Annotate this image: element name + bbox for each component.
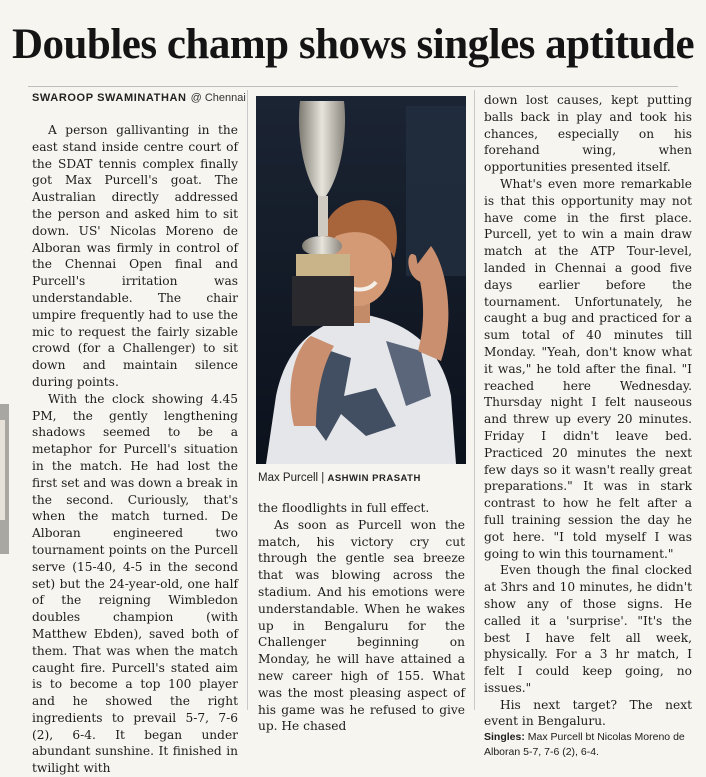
paragraph: What's even more remarkable is that this opportunity may not have come in the first place. Purcell, yet to win a main draw match at the ATP Tour-level, landed in Chennai a good five days earlier before the tournament. Unfortunately, he caught a bug and practiced for a sum total of 40 minutes till Monday. "Yeah, don't know what it was," he told after the final. "I reached here Wednesday. Thursday night I felt nauseous and threw up every 20 minutes. Friday I didn't leave bed. Practiced 20 minutes the next few days so it wasn't really great preparations." It was in stark contrast to how he felt after a full training session the day he got here. "I told myself I was going to win this tournament." <box>484 176 692 561</box>
byline-author: SWAROOP SWAMINATHAN <box>32 92 187 104</box>
match-result <box>484 730 692 760</box>
column-divider-1 <box>247 90 248 710</box>
adjacent-page-edge-highlight <box>0 420 5 520</box>
byline <box>32 92 246 104</box>
article-photo <box>256 96 466 464</box>
article-column-1 <box>32 122 238 777</box>
result-label: Singles: <box>484 731 525 744</box>
photo-caption <box>258 472 421 484</box>
player-with-trophy-photo <box>256 96 466 464</box>
paragraph: His next target? The next event in Bengaluru. <box>484 697 692 729</box>
photo-credit: ASHWIN PRASATH <box>327 473 421 484</box>
result-text: Max Purcell bt Nicolas Moreno de Alboran 5-7, 7-6 (2), 6-4. <box>484 731 685 759</box>
article-column-3 <box>484 92 692 760</box>
paragraph: down lost causes, kept putting balls back in play and took his chances, especially on his forehand wing, when opportunities presented itself. <box>484 93 692 175</box>
paragraph: Even though the final clocked at 3hrs and 10 minutes, he didn't show any of those signs. He called it a 'surprise'. "It's the best I have felt all week, physically. For a 3 hr match, I felt I could keep going, no issues." <box>484 563 692 695</box>
paragraph: With the clock showing 4.45 PM, the gently lengthening shadows seemed to be a metaphor for Purcell's situation in the match. He had lost the first set and was down a break in the second. Curiously, that's when the match turned. De Alboran engineered two tournament points on the Purcell serve (15-40, 4-5 in the second set) but the 24-year-old, one half of the reigning Wimbledon doubles champion (with Matthew Ebden), saved both of them. That was when the match caught fire. Purcell's stated aim is to become a top 100 player and he showed the right ingredients to prevail 5-7, 7-6 (2), 6-4. It began under abundant sunshine. It finished in twilight with <box>32 391 238 776</box>
caption-name: Max Purcell | <box>258 472 325 484</box>
article-column-2 <box>258 500 465 735</box>
byline-location: @ Chennai <box>190 92 246 104</box>
column-divider-2 <box>474 90 475 710</box>
paragraph: As soon as Purcell won the match, his victory cry cut through the gentle sea breeze that was blowing across the stadium. And his emotions were understandable. When he wakes up in Bengaluru for the Challenger beginning on Monday, he will have attained a new career high of 155. What was the most pleasing aspect of his game was he refused to give up. He chased <box>258 517 465 734</box>
paragraph: the floodlights in full effect. <box>258 501 430 515</box>
headline-rule <box>28 86 678 87</box>
headline: Doubles champ shows singles aptitude <box>11 21 695 68</box>
paragraph: A person gallivanting in the east stand inside centre court of the SDAT tennis complex finally got Max Purcell's goat. The Australian directly addressed the person and asked him to sit down. US' Nicolas Moreno de Alboran was firmly in control of the Chennai Open final and Purcell's irritation was understandable. The chair umpire frequently had to use the mic to request the fairly sizable crowd (for a Challenger) to sit down and maintain silence during points. <box>32 123 238 389</box>
